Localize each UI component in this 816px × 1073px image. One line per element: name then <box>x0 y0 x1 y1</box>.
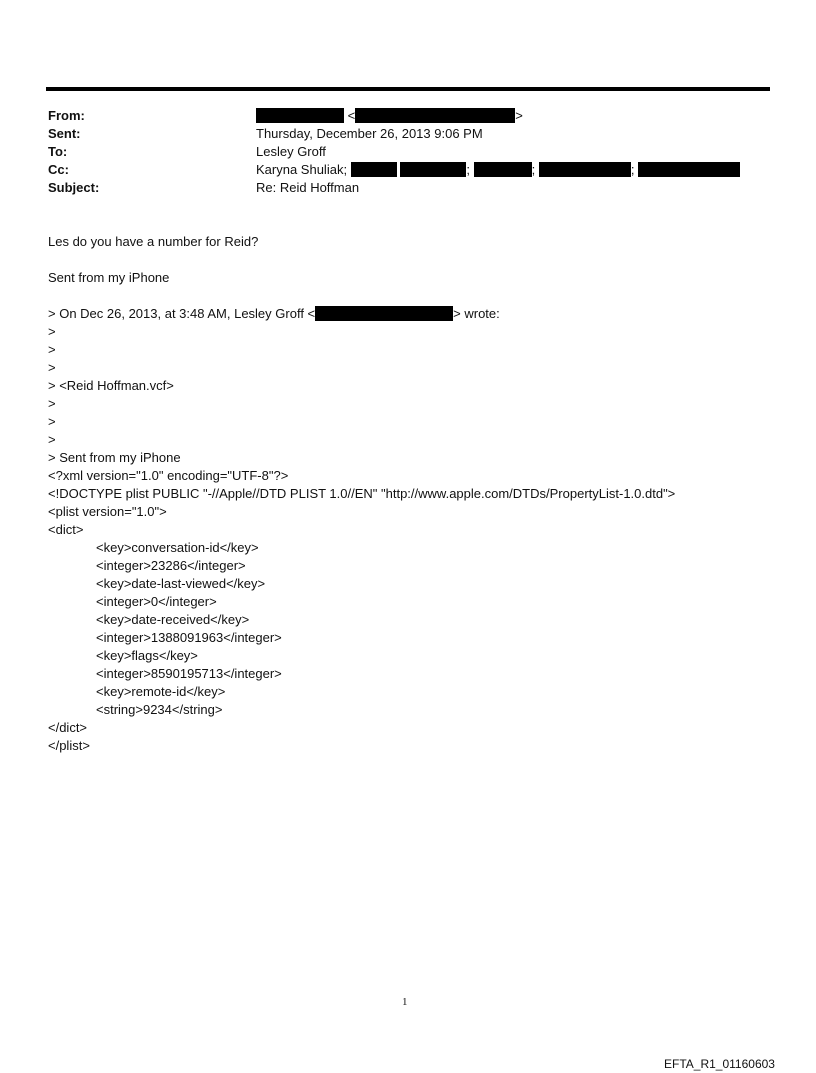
redaction-block <box>638 162 740 177</box>
dict-entry: <key>date-received</key> <box>96 612 250 627</box>
plist-open: <plist version="1.0"> <box>48 504 167 519</box>
dict-close: </dict> <box>48 720 88 735</box>
redaction-block <box>256 108 344 123</box>
redaction-block <box>355 108 515 123</box>
redaction-block <box>315 306 453 321</box>
header-rule <box>46 87 770 91</box>
cc-separator: ; <box>466 162 470 177</box>
redaction-block <box>400 162 466 177</box>
redaction-block <box>539 162 631 177</box>
quote-intro-after: > wrote: <box>453 306 500 321</box>
from-open-bracket: < <box>347 108 356 123</box>
cc-separator: ; <box>630 162 635 177</box>
signature-line: Sent from my iPhone <box>48 270 170 285</box>
xml-declaration: <?xml version="1.0" encoding="UTF-8"?> <box>48 468 289 483</box>
dict-entry: <key>remote-id</key> <box>96 684 226 699</box>
dict-entry: <integer>0</integer> <box>96 594 217 609</box>
quote-marker: > <box>48 432 56 447</box>
redaction-block <box>474 162 532 177</box>
subject-label: Subject: <box>48 180 100 195</box>
quote-marker: > <box>48 360 56 375</box>
cc-label: Cc: <box>48 162 69 177</box>
sent-label: Sent: <box>48 126 81 141</box>
dict-entry: <integer>23286</integer> <box>96 558 246 573</box>
dict-entry: <string>9234</string> <box>96 702 223 717</box>
dict-entry: <key>flags</key> <box>96 648 198 663</box>
cc-first: Karyna Shuliak; <box>256 162 348 177</box>
dict-entry: <integer>8590195713</integer> <box>96 666 282 681</box>
quote-marker: > <box>48 414 56 429</box>
dict-entry: <key>conversation-id</key> <box>96 540 259 555</box>
from-label: From: <box>48 108 85 123</box>
redaction-block <box>351 162 397 177</box>
attachment-line: > <Reid Hoffman.vcf> <box>48 378 174 393</box>
quote-marker: > <box>48 324 56 339</box>
from-value <box>256 107 523 125</box>
dict-open: <dict> <box>48 522 84 537</box>
to-value: Lesley Groff <box>256 144 326 159</box>
quote-sent-line: > Sent from my iPhone <box>48 450 181 465</box>
dict-entry: <key>date-last-viewed</key> <box>96 576 266 591</box>
bates-number: EFTA_R1_01160603 <box>664 1057 775 1071</box>
dict-entry: <integer>1388091963</integer> <box>96 630 282 645</box>
cc-separator: ; <box>531 162 536 177</box>
plist-close: </plist> <box>48 738 90 753</box>
subject-value: Re: Reid Hoffman <box>256 180 360 195</box>
from-close-bracket: > <box>515 108 523 123</box>
message-line: Les do you have a number for Reid? <box>48 234 259 249</box>
quote-marker: > <box>48 396 56 411</box>
quote-marker: > <box>48 342 56 357</box>
page-number: 1 <box>402 996 408 1008</box>
sent-value: Thursday, December 26, 2013 9:06 PM <box>256 126 483 141</box>
quote-intro <box>48 305 500 323</box>
quote-intro-before: > On Dec 26, 2013, at 3:48 AM, Lesley Groff < <box>48 306 316 321</box>
doctype-line: <!DOCTYPE plist PUBLIC "-//Apple//DTD PLIST 1.0//EN" "http://www.apple.com/DTDs/PropertyList-1.0.dtd"> <box>48 486 676 501</box>
cc-value <box>256 161 740 179</box>
to-label: To: <box>48 144 68 159</box>
